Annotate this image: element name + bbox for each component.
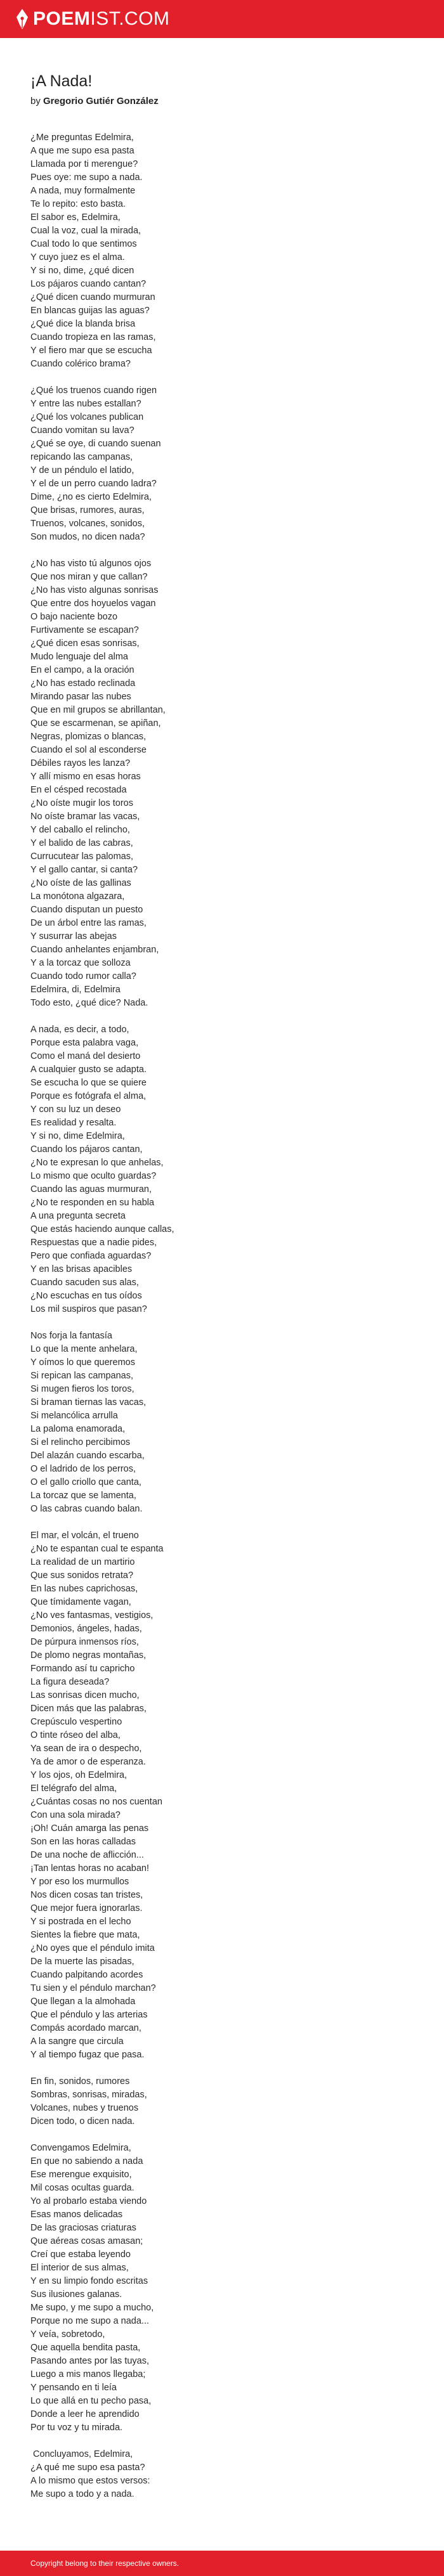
poem-line: ¿No te responden en su habla: [30, 1198, 155, 1208]
poem-line: Y en su limpio fondo escritas: [30, 2276, 148, 2286]
poem-stanza: [30, 557, 411, 1010]
poem-line: Que aquella bendita pasta,: [30, 2343, 141, 2353]
poem-line: Lo mismo que oculto guardas?: [30, 1171, 157, 1181]
poem-stanza: [30, 1023, 411, 1316]
poem-line: Convengamos Edelmira,: [30, 2143, 131, 2153]
poem-line: Formando así tu capricho: [30, 1664, 135, 1674]
poem-line: Y entre las nubes estallan?: [30, 399, 141, 409]
poem-line: Creí que estaba leyendo: [30, 2249, 131, 2260]
poem-line: Nos forja la fantasía: [30, 1331, 112, 1341]
poem-line: En fin, sonidos, rumores: [30, 2076, 130, 2087]
poem-line: Que en mil grupos se abrillantan,: [30, 705, 166, 715]
poem-line: Son mudos, no dicen nada?: [30, 532, 145, 542]
poem-line: Cuando anhelantes enjambran,: [30, 945, 159, 955]
poem-line: Concluyamos, Edelmira,: [30, 2449, 133, 2459]
byline-prefix: by: [30, 96, 41, 107]
poem-line: La torcaz que se lamenta,: [30, 1491, 136, 1501]
poem-line: De púrpura inmensos ríos,: [30, 1637, 139, 1647]
poem-line: En el campo, a la oración: [30, 665, 134, 675]
poem-line: Truenos, volcanes, sonidos,: [30, 519, 145, 529]
poem-stanza: [30, 2075, 411, 2128]
poem-line: ¿No oíste de las gallinas: [30, 878, 131, 888]
poem-line: O las cabras cuando balan.: [30, 1504, 143, 1514]
poem-line: A la sangre que circula: [30, 2036, 124, 2047]
poem-line: Cuando sacuden sus alas,: [30, 1278, 139, 1288]
poem-line: Las sonrisas dicen mucho,: [30, 1690, 140, 1700]
poem-line: Cuando palpitando acordes: [30, 1970, 143, 1980]
poem-line: De las graciosas criaturas: [30, 2223, 136, 2233]
poem-line: Respuestas que a nadie pides,: [30, 1238, 157, 1248]
poem-line: Luego a mis manos llegaba;: [30, 2369, 146, 2379]
poem-line: O tinte róseo del alba,: [30, 1730, 121, 1740]
poem-line: Si el relincho percibimos: [30, 1437, 131, 1447]
poem-line: Se escucha lo que se quiere: [30, 1078, 147, 1088]
poem-line: El mar, el volcán, el trueno: [30, 1531, 139, 1541]
poem-line: Si braman tiernas las vacas,: [30, 1397, 147, 1408]
poem-line: A lo mismo que estos versos:: [30, 2476, 150, 2486]
poem-line: Por tu voz y tu mirada.: [30, 2423, 123, 2433]
poem-line: Sombras, sonrisas, miradas,: [30, 2090, 147, 2100]
poem-line: No oíste bramar las vacas,: [30, 812, 140, 822]
poem-line: Cual la voz, cual la mirada,: [30, 226, 141, 236]
poem-line: Mil cosas ocultas guarda.: [30, 2183, 134, 2193]
poem-line: Los mil suspiros que pasan?: [30, 1304, 147, 1314]
poem-line: ¿No oíste mugir los toros: [30, 798, 133, 808]
poem-line: Que mejor fuera ignorarlas.: [30, 1903, 143, 1913]
poem-line: Edelmira, di, Edelmira: [30, 985, 121, 995]
poem-line: Y los ojos, oh Edelmira,: [30, 1770, 127, 1780]
poem-line: Cuando las aguas murmuran,: [30, 1184, 152, 1194]
logo-text: [33, 7, 170, 31]
poem-line: Cuando disputan un puesto: [30, 905, 143, 915]
poem-line: ¿A qué me supo esa pasta?: [30, 2463, 145, 2473]
poem-line: Que sus sonidos retrata?: [30, 1570, 134, 1581]
poem-line: ¿Qué los volcanes publican: [30, 412, 144, 422]
poem-line: A nada, muy formalmente: [30, 186, 136, 196]
poem-line: Demonios, ángeles, hadas,: [30, 1624, 142, 1634]
poem-line: La monótona algazara,: [30, 891, 125, 902]
poem-line: Los pájaros cuando cantan?: [30, 279, 147, 289]
poem-line: Y cuyo juez es el alma.: [30, 252, 125, 262]
poem-line: Porque esta palabra vaga,: [30, 1038, 139, 1048]
poem-line: El sabor es, Edelmira,: [30, 212, 121, 223]
poem-line: Y susurrar las abejas: [30, 931, 117, 942]
poem-line: Y si no, dime, ¿qué dicen: [30, 266, 134, 276]
poem-line: A nada, es decir, a todo,: [30, 1025, 129, 1035]
poem-title: ¡A Nada!: [30, 72, 93, 90]
poem-line: ¡Tan lentas horas no acaban!: [30, 1863, 150, 1874]
poem-line: La realidad de un martirio: [30, 1557, 135, 1567]
poem-line: Y a la torcaz que solloza: [30, 958, 131, 968]
poem-line: En el césped recostada: [30, 785, 127, 795]
poem-line: De la muerte las pisadas,: [30, 1957, 134, 1967]
copyright-text: Copyright belong to their respective owners.: [30, 2559, 180, 2568]
poem-line: Ya sean de ira o despecho,: [30, 1744, 142, 1754]
poem-line: Lo que la mente anhelara,: [30, 1344, 138, 1354]
poem-line: Es realidad y resalta.: [30, 1118, 117, 1128]
poem-line: De plomo negras montañas,: [30, 1650, 147, 1660]
poem-line: Si repican las campanas,: [30, 1371, 133, 1381]
poem-line: Y veía, sobretodo,: [30, 2329, 105, 2340]
poem-line: Porque no me supo a nada...: [30, 2316, 150, 2326]
poem-line: Me supo a todo y a nada.: [30, 2489, 134, 2499]
poem-line: Dicen más que las palabras,: [30, 1704, 147, 1714]
poem-line: Que brisas, rumores, auras,: [30, 505, 145, 515]
poem-line: Cuando todo rumor calla?: [30, 971, 136, 981]
poem-line: El interior de sus almas,: [30, 2263, 129, 2273]
poem-line: Si mugen fieros los toros,: [30, 1384, 134, 1394]
poem-line: Esas manos delicadas: [30, 2210, 123, 2220]
poem-line: Porque es fotógrafa el alma,: [30, 1091, 147, 1101]
poem-line: Llamada por ti merengue?: [30, 159, 138, 169]
poem-author[interactable]: Gregorio Gutiér González: [43, 96, 159, 107]
poem-stanza: [30, 2142, 411, 2435]
poem-line: Me supo, y me supo a mucho,: [30, 2303, 154, 2313]
poem-line: Tu sien y el péndulo marchan?: [30, 1983, 156, 1993]
poem-line: Cuando tropieza en las ramas,: [30, 332, 156, 342]
poem-line: Nos dicen cosas tan tristes,: [30, 1890, 143, 1900]
poem-body: [30, 131, 411, 2501]
poem-line: De un árbol entre las ramas,: [30, 918, 147, 928]
poem-line: Crepúsculo vespertino: [30, 1717, 122, 1727]
poem-line: Cuando los pájaros cantan,: [30, 1144, 143, 1155]
poem-byline: [30, 95, 411, 108]
poem-line: Furtivamente se escapan?: [30, 625, 139, 635]
poem-line: Y del caballo el relincho,: [30, 825, 130, 835]
poem-line: ¿Qué los truenos cuando rigen: [30, 385, 157, 396]
poem-line: ¿No ves fantasmas, vestigios,: [30, 1610, 153, 1621]
poem-line: ¿Qué dicen cuando murmuran: [30, 292, 155, 302]
poem-line: En que no sabiendo a nada: [30, 2156, 143, 2166]
poem-line: ¿No oyes que el péndulo imita: [30, 1943, 155, 1953]
poem-line: Y el gallo cantar, si canta?: [30, 865, 138, 875]
poem-line: Cual todo lo que sentimos: [30, 239, 137, 249]
poem-line: Cuando vomitan su lava?: [30, 425, 134, 436]
poem-line: Ya de amor o de esperanza.: [30, 1757, 146, 1767]
poem-line: ¿No te expresan lo que anhelas,: [30, 1158, 164, 1168]
poem-line: ¿Qué dicen esas sonrisas,: [30, 638, 140, 649]
poem-line: Ese merengue exquisito,: [30, 2170, 132, 2180]
poem-line: A cualquier gusto se adapta.: [30, 1065, 147, 1075]
poem-line: Negras, plomizas o blancas,: [30, 732, 147, 742]
poem-line: Sientes la fiebre que mata,: [30, 1930, 140, 1940]
poem-line: Cuando el sol al esconderse: [30, 745, 147, 755]
logo-text-bold: POEM: [33, 8, 91, 29]
poem-content: [30, 71, 411, 2515]
poem-line: La paloma enamorada,: [30, 1424, 126, 1434]
poem-line: ¿No te espantan cual te espanta: [30, 1544, 164, 1554]
poem-line: Pero que confiada aguardas?: [30, 1251, 152, 1261]
poem-line: La figura deseada?: [30, 1677, 110, 1687]
poem-line: Currucutear las palomas,: [30, 851, 133, 862]
site-header: [0, 0, 444, 38]
poem-line: ¿Cuántas cosas no nos cuentan: [30, 1797, 162, 1807]
poem-line: Dime, ¿no es cierto Edelmira,: [30, 492, 152, 502]
poem-stanza: [30, 384, 411, 544]
poem-line: Que entre dos hoyuelos vagan: [30, 599, 156, 609]
poem-line: Débiles rayos les lanza?: [30, 758, 131, 768]
site-footer: [0, 2551, 444, 2576]
poem-line: Que el péndulo y las arterias: [30, 2010, 148, 2020]
site-logo[interactable]: [15, 7, 170, 31]
poem-line: Son en las horas calladas: [30, 1837, 136, 1847]
poem-line: ¿Qué se oye, di cuando suenan: [30, 439, 161, 449]
poem-line: Volcanes, nubes y truenos: [30, 2103, 139, 2113]
poem-line: ¿No has visto tú algunos ojos: [30, 559, 152, 569]
poem-line: Y al tiempo fugaz que pasa.: [30, 2050, 145, 2060]
poem-line: ¡Oh! Cuán amarga las penas: [30, 1823, 149, 1834]
logo-text-light: IST.COM: [90, 8, 170, 29]
poem-line: ¿No escuchas en tus oídos: [30, 1291, 142, 1301]
poem-line: Y pensando en ti leía: [30, 2383, 117, 2393]
poem-line: Lo que allá en tu pecho pasa,: [30, 2396, 152, 2406]
poem-line: A una pregunta secreta: [30, 1211, 126, 1221]
poem-line: Del alazán cuando escarba,: [30, 1451, 145, 1461]
poem-line: Que llegan a la almohada: [30, 1997, 136, 2007]
poem-line: ¿No has visto algunas sonrisas: [30, 585, 159, 595]
poem-line: A que me supo esa pasta: [30, 146, 134, 156]
poem-line: Que estás haciendo aunque callas,: [30, 1224, 174, 1234]
poem-line: ¿Me preguntas Edelmira,: [30, 133, 134, 143]
poem-stanza: [30, 131, 411, 371]
poem-line: Compás acordado marcan,: [30, 2023, 141, 2033]
poem-line: El telégrafo del alma,: [30, 1783, 117, 1794]
poem-line: Y el de un perro cuando ladra?: [30, 479, 157, 489]
poem-line: De una noche de aflicción...: [30, 1850, 144, 1860]
poem-line: O bajo naciente bozo: [30, 612, 118, 622]
poem-stanza: [30, 1330, 411, 1516]
poem-line: Y si no, dime Edelmira,: [30, 1131, 125, 1141]
poem-stanza: [30, 2448, 411, 2501]
poem-line: Donde a leer he aprendido: [30, 2409, 140, 2419]
poem-line: ¿No has estado reclinada: [30, 678, 136, 689]
poem-line: Como el maná del desierto: [30, 1051, 141, 1061]
poem-line: Y con su luz un deseo: [30, 1104, 121, 1115]
poem-line: O el ladrido de los perros,: [30, 1464, 136, 1474]
poem-line: Pasando antes por las tuyas,: [30, 2356, 150, 2366]
poem-line: Todo esto, ¿qué dice? Nada.: [30, 998, 148, 1008]
poem-line: En las nubes caprichosas,: [30, 1584, 138, 1594]
poem-line: Mirando pasar las nubes: [30, 692, 131, 702]
poem-line: Cuando colérico brama?: [30, 359, 131, 369]
poem-line: Que nos miran y que callan?: [30, 572, 148, 582]
poem-line: Y el balido de las cabras,: [30, 838, 133, 848]
poem-line: Te lo repito: esto basta.: [30, 199, 126, 209]
poem-line: Que tímidamente vagan,: [30, 1597, 131, 1607]
poem-line: Si melancólica arrulla: [30, 1411, 118, 1421]
poem-line: repicando las campanas,: [30, 452, 133, 462]
poem-stanza: [30, 1529, 411, 2062]
poem-line: Sus ilusiones galanas.: [30, 2289, 122, 2300]
poem-line: Que aéreas cosas amasan;: [30, 2236, 143, 2246]
poem-line: Y si postrada en el lecho: [30, 1917, 131, 1927]
poem-line: Dicen todo, o dicen nada.: [30, 2116, 135, 2126]
poem-line: Yo al probarlo estaba viendo: [30, 2196, 147, 2206]
poem-line: Con una sola mirada?: [30, 1810, 121, 1820]
pen-nib-icon: [15, 8, 29, 30]
poem-line: Y de un péndulo el latido,: [30, 465, 134, 476]
poem-line: Y allí mismo en esas horas: [30, 772, 141, 782]
poem-line: Y por eso los murmullos: [30, 1877, 129, 1887]
poem-line: Pues oye: me supo a nada.: [30, 172, 143, 183]
poem-line: En blancas guijas las aguas?: [30, 306, 150, 316]
poem-line: Que se escarmenan, se apiñan,: [30, 718, 161, 728]
poem-line: Y en las brisas apacibles: [30, 1264, 133, 1274]
poem-line: Y oímos lo que queremos: [30, 1357, 135, 1368]
poem-line: O el gallo criollo que canta,: [30, 1477, 141, 1487]
poem-line: ¿Qué dice la blanda brisa: [30, 319, 136, 329]
poem-line: Mudo lenguaje del alma: [30, 652, 128, 662]
poem-line: Y el fiero mar que se escucha: [30, 346, 152, 356]
